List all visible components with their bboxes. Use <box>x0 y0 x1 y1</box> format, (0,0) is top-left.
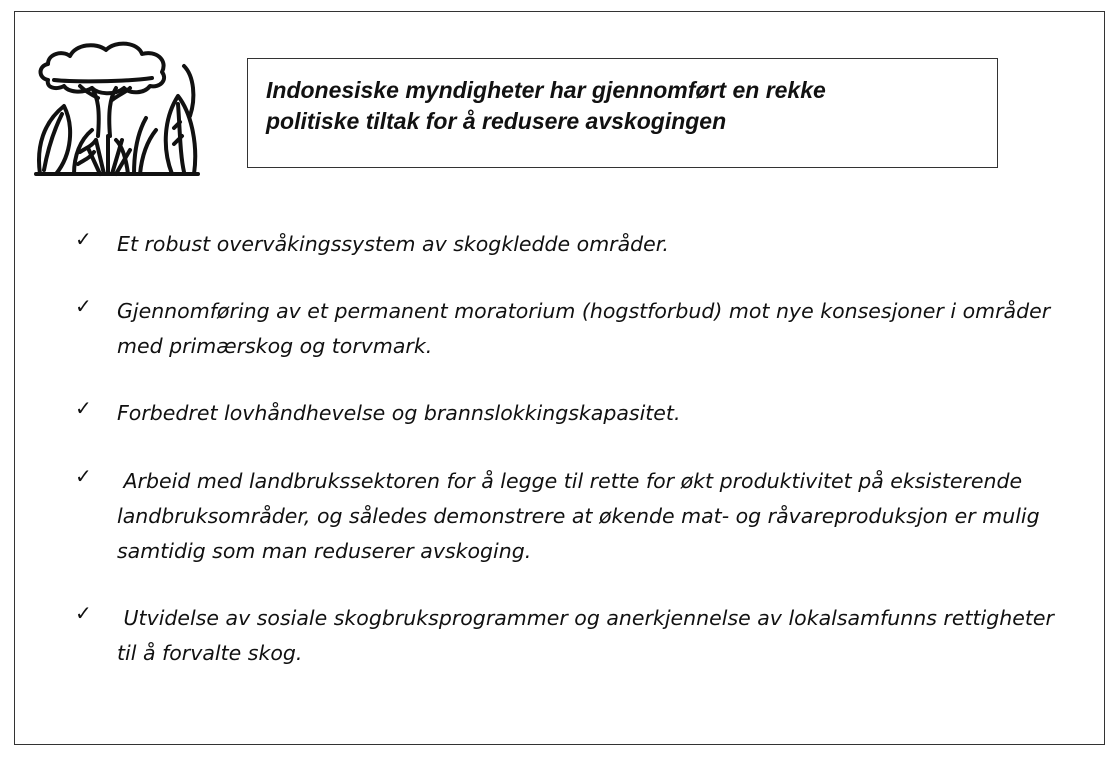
checkmark-icon: ✓ <box>75 396 92 420</box>
list-item-text: Arbeid med landbrukssektoren for å legge til rette for økt produktivitet på eksisterende landbruksområder, og således demonstrere at økende mat- og råvareproduksjon er mulig samtidig som man reduserer avskoging. <box>117 469 1047 563</box>
checkmark-icon: ✓ <box>75 601 92 625</box>
list-item-text: Utvidelse av sosiale skogbruksprogrammer og anerkjennelse av lokalsamfunns rettigheter til å forvalte skog. <box>117 606 1061 665</box>
list-item-text: Forbedret lovhåndhevelse og brannslokkingskapasitet. <box>117 401 681 425</box>
checkmark-icon: ✓ <box>75 227 92 251</box>
list-item-text: Gjennomføring av et permanent moratorium (hogstforbud) mot nye konsesjoner i områder med primærskog og torvmark. <box>117 299 1057 358</box>
checkmark-icon: ✓ <box>75 294 92 318</box>
list-item-text: Et robust overvåkingssystem av skogkledde områder. <box>117 232 669 256</box>
page-title: Indonesiske myndigheter har gjennomført en rekke politiske tiltak for å redusere avskogingen <box>266 77 826 134</box>
checkmark-icon: ✓ <box>75 464 92 488</box>
